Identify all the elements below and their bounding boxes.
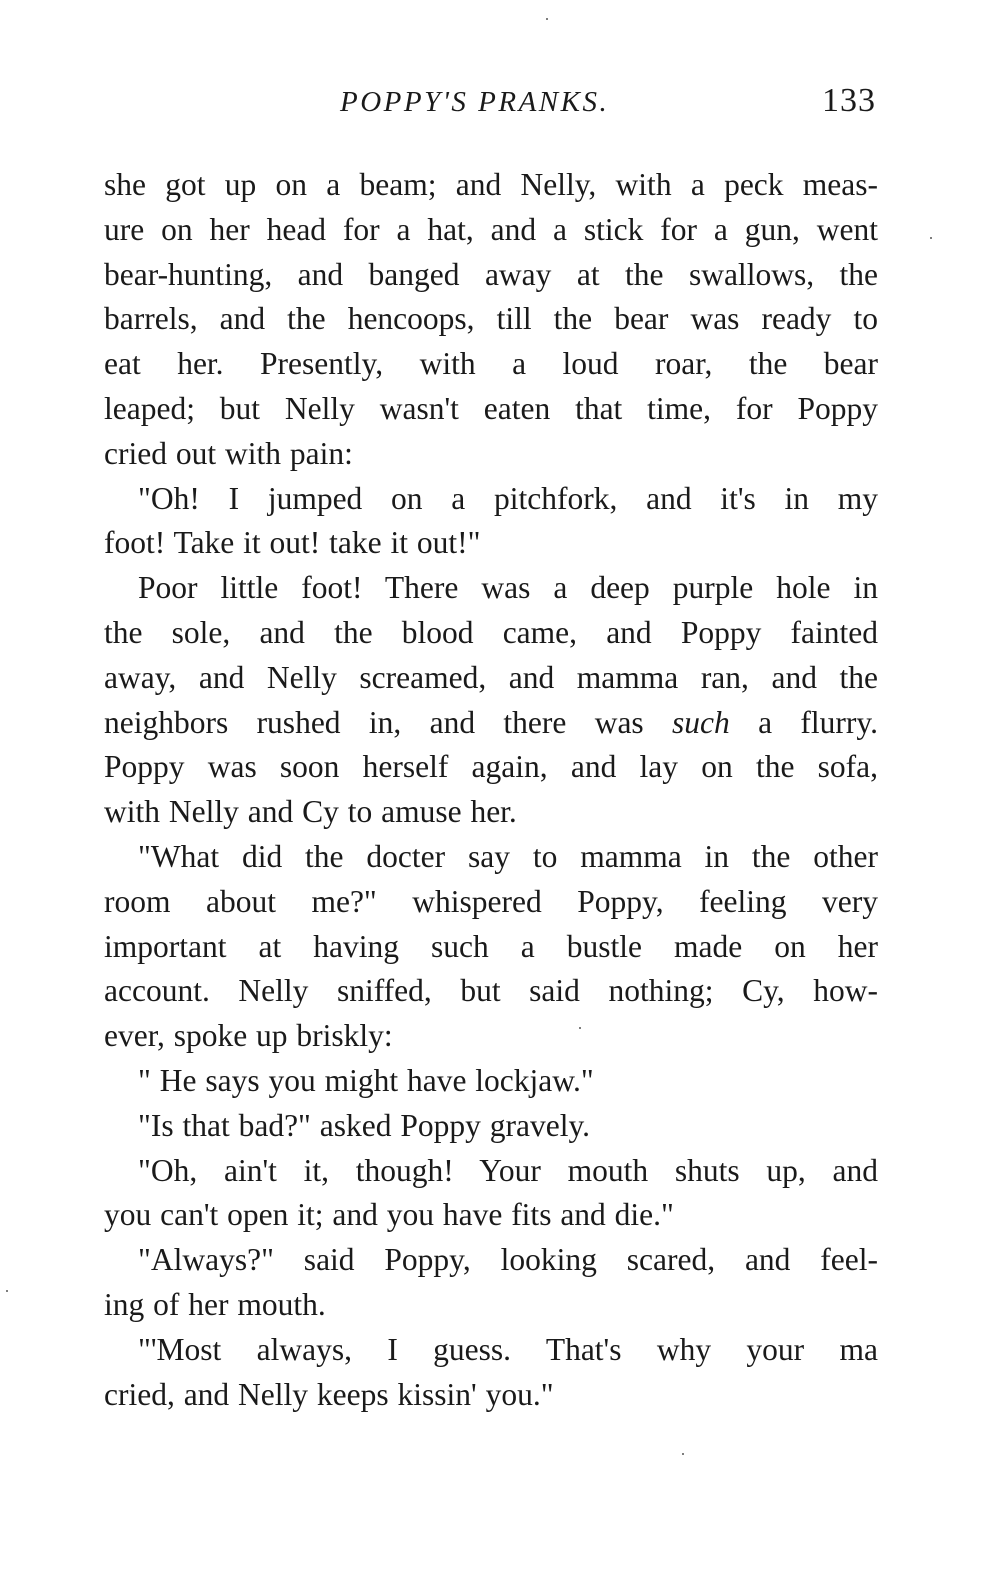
text-line: leaped; but Nelly wasn't eaten that time, for Poppy — [104, 390, 878, 426]
text-line: " He says you might have lockjaw." — [138, 1062, 594, 1098]
body-text — [104, 163, 878, 1417]
print-speck — [930, 237, 932, 239]
page-number: 133 — [822, 82, 876, 119]
text-line: "Oh! I jumped on a pitchfork, and it's in my — [138, 480, 878, 516]
text-line: the sole, and the blood came, and Poppy fainted — [104, 614, 878, 650]
text-line: away, and Nelly screamed, and mamma ran, and the — [104, 659, 878, 695]
text-line: "What did the docter say to mamma in the other — [138, 838, 878, 874]
text-line: foot! Take it out! take it out!" — [104, 525, 481, 561]
text-line: you can't open it; and you have fits and die." — [104, 1197, 674, 1233]
print-speck — [6, 1290, 8, 1292]
text-line: ing of her mouth. — [104, 1286, 326, 1322]
text-line: Poppy was soon herself again, and lay on the sofa, — [104, 749, 878, 785]
text-line: "Is that bad?" asked Poppy gravely. — [138, 1107, 591, 1143]
text-line: "Oh, ain't it, though! Your mouth shuts up, and — [138, 1152, 878, 1188]
text-line: neighbors rushed in, and there was such a flurry. — [104, 704, 878, 740]
text-line: eat her. Presently, with a loud roar, the bear — [104, 346, 878, 382]
running-head — [0, 82, 991, 130]
text-line: Poor little foot! There was a deep purple hole in — [138, 570, 878, 606]
text-line: with Nelly and Cy to amuse her. — [104, 794, 517, 830]
text-line: barrels, and the hencoops, till the bear was ready to — [104, 301, 878, 337]
text-line: "'Most always, I guess. That's why your ma — [138, 1331, 878, 1367]
text-line: cried out with pain: — [104, 435, 353, 471]
text-line: important at having such a bustle made on her — [104, 928, 878, 964]
print-speck — [546, 18, 548, 20]
emphasis: such — [672, 704, 730, 740]
text-line: "Always?" said Poppy, looking scared, and feel- — [138, 1242, 878, 1278]
text-line: ever, spoke up briskly: — [104, 1018, 393, 1054]
text-line: ure on her head for a hat, and a stick for a gun, went — [104, 211, 878, 247]
text-line: account. Nelly sniffed, but said nothing; Cy, how- — [104, 973, 878, 1009]
text-line: cried, and Nelly keeps kissin' you." — [104, 1376, 554, 1412]
print-speck — [682, 1453, 684, 1455]
print-speck — [579, 1027, 581, 1029]
text-line: bear-hunting, and banged away at the swallows, the — [104, 256, 878, 292]
text-line: room about me?" whispered Poppy, feeling very — [104, 883, 878, 919]
text-line: she got up on a beam; and Nelly, with a peck meas- — [104, 167, 878, 202]
running-title: POPPY'S PRANKS. — [340, 86, 610, 118]
